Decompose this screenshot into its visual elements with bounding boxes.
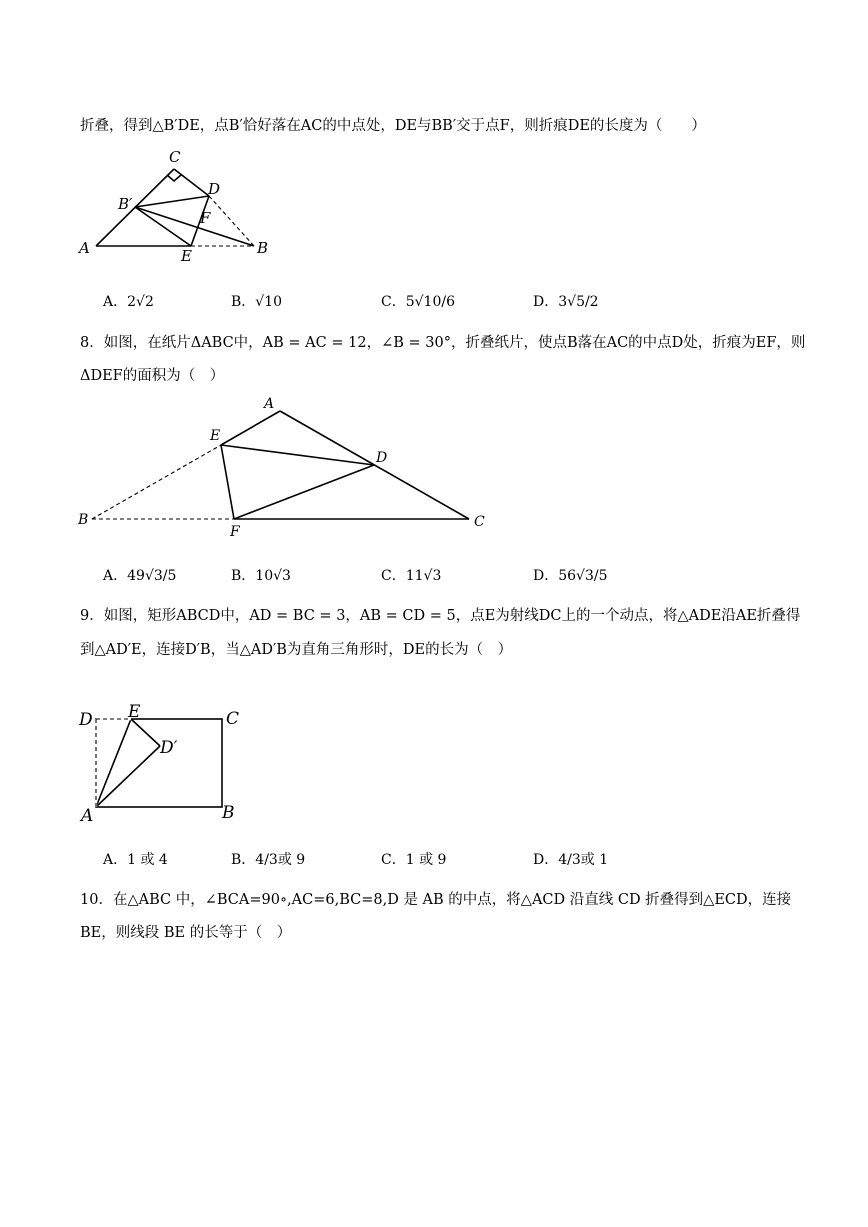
- q7-label-c: C: [169, 148, 181, 166]
- q7-option-a[interactable]: A．2√2: [103, 294, 154, 310]
- q8-option-b[interactable]: B．10√3: [231, 568, 291, 584]
- q9-label-b: B: [222, 803, 235, 823]
- q9-option-d[interactable]: D．4/3或 1: [533, 852, 609, 868]
- q9-figure: [74, 698, 264, 828]
- q10-stem-line1: 10．在△ABC 中，∠BCA=90∘,AC=6,BC=8,D 是 AB 的中点，将△ACD 沿直线 CD 折叠得到△ECD，连接: [80, 892, 792, 908]
- q8-stem-line2: ΔDEF的面积为（ ）: [80, 368, 225, 384]
- q9-stem-line1: 9．如图，矩形ABCD中，AD = BC = 3，AB = CD = 5，点E为射线DC上的一个动点，将△ADE沿AE折叠得: [80, 608, 801, 624]
- q8-label-d: D: [376, 450, 388, 466]
- q9-option-a[interactable]: A．1 或 4: [103, 852, 168, 868]
- q7-label-b: B: [257, 239, 269, 257]
- q9-label-c: C: [226, 709, 240, 729]
- q9-label-d: D: [79, 710, 93, 730]
- q7-label-b-prime: B′: [118, 195, 133, 213]
- q7-stem: 折叠，得到△B′DE，点B′恰好落在AC的中点处，DE与BB′交于点F，则折痕DE的长度为（ ）: [80, 118, 706, 134]
- q7-option-c[interactable]: C．5√10/6: [381, 294, 455, 310]
- q8-figure: [74, 393, 494, 543]
- q9-option-c[interactable]: C．1 或 9: [381, 852, 447, 868]
- q9-label-e: E: [128, 702, 141, 722]
- q8-label-f: F: [230, 524, 240, 540]
- q7-option-d[interactable]: D．3√5/2: [533, 294, 599, 310]
- q9-label-d-prime: D′: [160, 738, 178, 758]
- q8-label-b: B: [78, 512, 89, 528]
- q8-label-a: A: [264, 396, 275, 412]
- q7-figure: [74, 145, 294, 270]
- q10-stem-line2: BE，则线段 BE 的长等于（ ）: [80, 925, 292, 941]
- q9-stem-line2: 到△AD′E，连接D′B，当△AD′B为直角三角形时，DE的长为（ ）: [80, 642, 513, 658]
- q7-label-f: F: [200, 209, 211, 227]
- q8-option-c[interactable]: C．11√3: [381, 568, 442, 584]
- q8-option-d[interactable]: D．56√3/5: [533, 568, 608, 584]
- q8-stem-line1: 8．如图，在纸片ΔABC中，AB = AC = 12，∠B = 30°，折叠纸片，使点B落在AC的中点D处，折痕为EF，则: [80, 335, 806, 351]
- q9-option-b[interactable]: B．4/3或 9: [231, 852, 306, 868]
- q7-option-b[interactable]: B．√10: [231, 294, 283, 310]
- q8-label-e: E: [210, 428, 221, 444]
- q7-label-e: E: [181, 247, 192, 265]
- q9-label-a: A: [81, 806, 94, 826]
- q8-option-a[interactable]: A．49√3/5: [103, 568, 177, 584]
- q7-label-a: A: [79, 239, 90, 257]
- q8-label-c: C: [474, 514, 485, 530]
- q7-label-d: D: [208, 180, 221, 198]
